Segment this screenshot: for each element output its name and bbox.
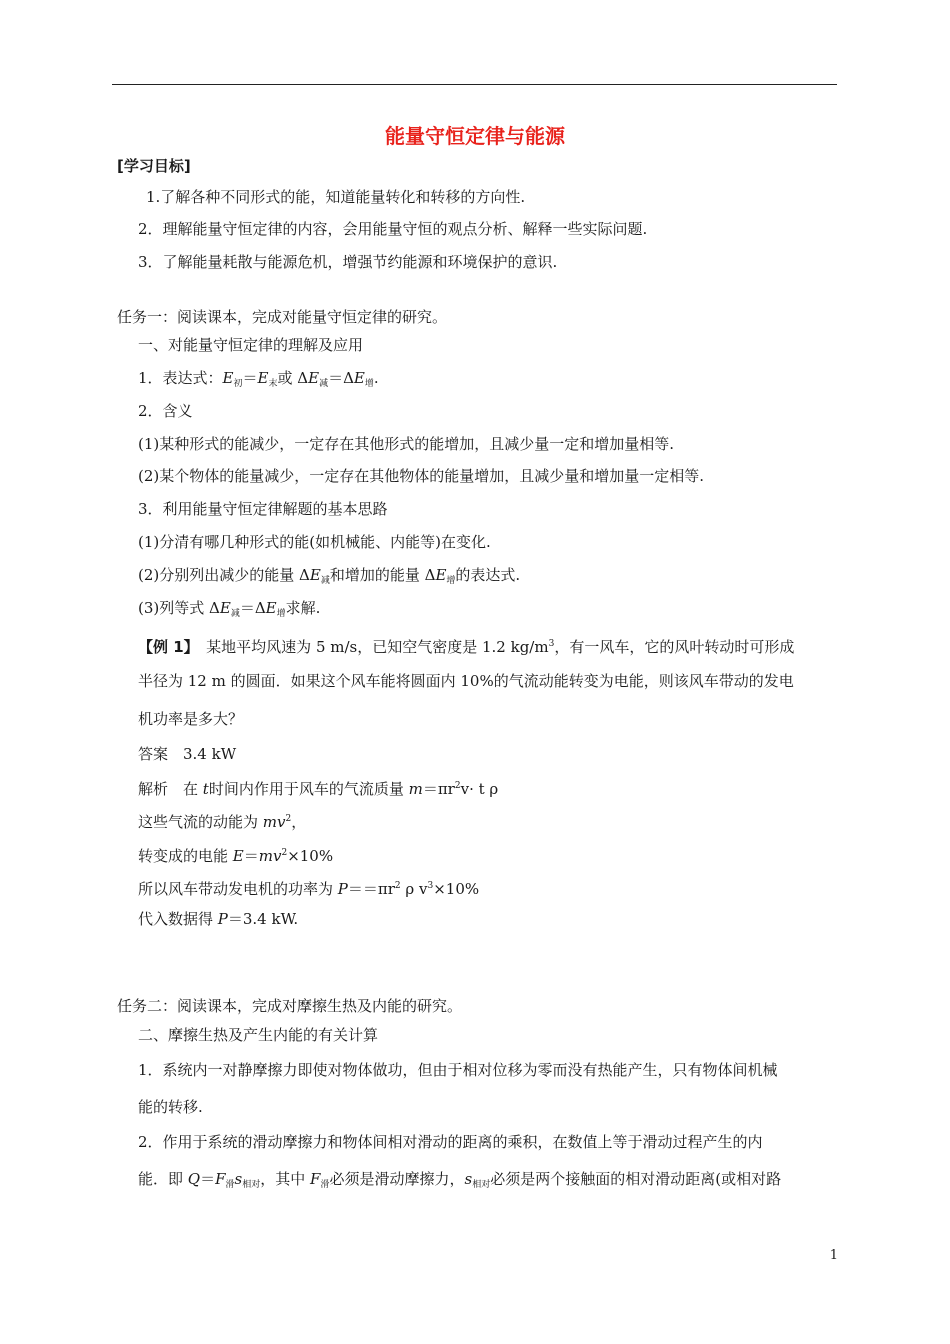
idea-1: (1)分清有哪几种形式的能(如机械能、内能等)在变化. (138, 533, 491, 551)
task2-p1-line-1: 1．系统内一对静摩擦力即使对物体做功，但由于相对位移为零而没有热能产生，只有物体间机械 (138, 1061, 778, 1079)
goal-1: 1.了解各种不同形式的能，知道能量转化和转移的方向性. (146, 188, 526, 206)
task2-heading: 任务二：阅读课本，完成对摩擦生热及内能的研究。 (117, 997, 463, 1015)
electric-energy-line: 转变成的电能 $E=mv^2\times 10\%$ (138, 847, 334, 865)
task1-subheading: 一、对能量守恒定律的理解及应用 (138, 336, 364, 354)
example-line-1: 【例 1】 某地平均风速为 5 m/s，已知空气密度是 1.2 $kg/m^3$，有一风车，它的风叶转动时可形成 (138, 638, 795, 656)
header-rule (112, 84, 837, 85)
task2-p2-line-1: 2．作用于系统的滑动摩擦力和物体间相对滑动的距离的乘积，在数值上等于滑动过程产生的内 (138, 1133, 763, 1151)
task2-p1-line-2: 能的转移. (138, 1098, 203, 1116)
task2-p2-line-2: 能．即 $Q=F_滑s_{相对}$，其中 $F_滑$必须是滑动摩擦力，$s_{相对}$必须是两个接触面的相对滑动距离(或相对路 (138, 1170, 782, 1190)
example-line-3: 机功率是多大？ (138, 710, 244, 728)
idea-heading: 3．利用能量守恒定律解题的基本思路 (138, 500, 388, 518)
expression-line: 1．表达式：$E_初=E_末$或 $\Delta E_减=\Delta E_增$. (138, 369, 379, 389)
result-line: 代入数据得 P＝3.4 kW. (138, 910, 299, 928)
example-line-2: 半径为 12 m 的圆面．如果这个风车能将圆面内 10%的气流动能转变为电能，则该风车带动的发电 (138, 672, 794, 690)
answer-line: 答案 3.4 kW (138, 745, 237, 763)
example-label: 【例 1】 (138, 638, 192, 656)
meaning-heading: 2．含义 (138, 402, 193, 420)
meaning-1: (1)某种形式的能减少，一定存在其他形式的能增加，且减少量一定和增加量相等. (138, 435, 675, 453)
idea-3: (3)列等式 $\Delta E_减=\Delta E_增$求解. (138, 599, 321, 619)
idea-2: (2)分别列出减少的能量 $\Delta E_减$和增加的能量 $\Delta E_增$的表达式. (138, 566, 521, 586)
power-line: 所以风车带动发电机的功率为 $P==\pi r^2$ ρ $v^3\times 10\%$ (138, 880, 480, 898)
task2-subheading: 二、摩擦生热及产生内能的有关计算 (138, 1026, 379, 1044)
kinetic-energy-line: 这些气流的动能为 $mv^2$， (138, 813, 307, 831)
goal-2: 2．理解能量守恒定律的内容，会用能量守恒的观点分析、解释一些实际问题. (138, 220, 648, 238)
section-label: [学习目标] (117, 157, 191, 175)
goal-3: 3．了解能量耗散与能源危机，增强节约能源和环境保护的意识. (138, 253, 558, 271)
task1-heading: 任务一：阅读课本，完成对能量守恒定律的研究。 (117, 308, 448, 326)
page-number: 1 (829, 1248, 838, 1263)
meaning-2: (2)某个物体的能量减少，一定存在其他物体的能量增加，且减少量和增加量一定相等. (138, 467, 705, 485)
document-title: 能量守恒定律与能源 (385, 124, 565, 148)
analysis-line: 解析 在 t时间内作用于风车的气流质量 $m=\pi r^2v\cdot t$ ρ (138, 780, 499, 798)
